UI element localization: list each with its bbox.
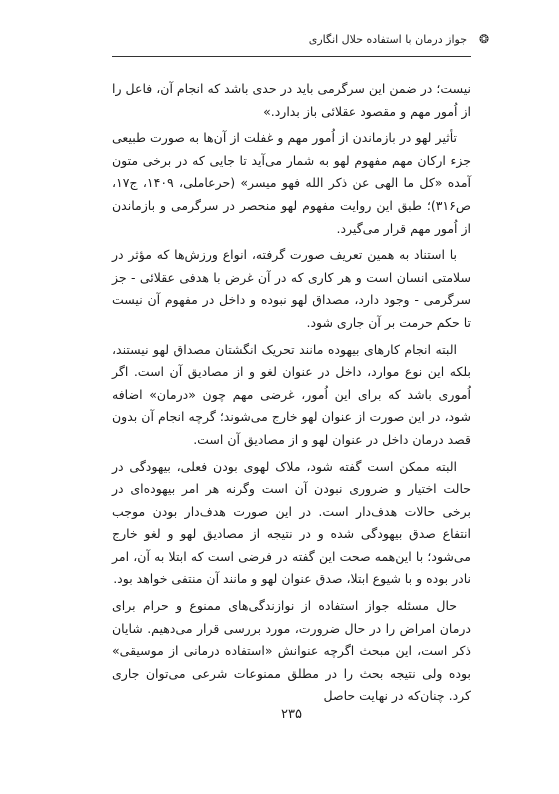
paragraph: البته انجام کارهای بیهوده مانند تحریک انگشتان مصداق لهو نیستند، بلکه این نوع موارد، داخل در عنوان لغو و از مصادیق آن است. اگر اُموری باشد که برای این اُمور، غرضی مهم چون «درمان» اضافه شود، در این صورت از عنوان لهو خارج می‌شوند؛ گرچه انجام آن بدون قصد درمان داخل در عنوان لهو و از مصادیق آن است. — [112, 341, 471, 447]
paragraph: حال مسئله جواز استفاده از نوازندگی‌های ممنوع و حرام برای درمان امراض را در حال ضرورت، مورد بررسی قرار می‌دهیم. شایان ذکر است، این مبحث اگرچه عنوانش «استفاده درمانی از موسیقی» بوده ولی نتیجه بحث را در مطلق ممنوعات شرعی می‌توان جاری کرد. چنان‌که در نهایت حاصل — [112, 598, 471, 704]
running-header — [112, 30, 489, 52]
paragraph: البته ممکن است گفته شود، ملاک لهوی بودن فعلی، بیهودگی در حالت اختیار و ضروری نبودن آن است وگرنه هر امر بیهوده‌ای در برخی حالات هدف‌دار است. در این صورت هدف‌دار بودن موجب انتفاع صدق بیهودگی شده و در نتیجه از مصادیق لهو و لغو خارج می‌شود؛ با این‌همه صحت این گفته در فرضی است که ابتلا به آن، امر نادر بوده و با شیوع ابتلا، صدق عنوان لهو و مانند آن منتفی خواهد بود. — [112, 458, 471, 587]
running-header-title: جواز درمان با استفاده حلال انگاری — [308, 33, 467, 46]
ornament-icon: ❂ — [478, 32, 489, 46]
page-number: ۲۳۵ — [281, 707, 302, 722]
paragraph: تأثیر لهو در بازماندن از اُمور مهم و غفلت از آن‌ها به صورت طبیعی جزء ارکان مهم مفهوم لهو به شمار می‌آید تا جایی که در برخی متون آمده «کل ما الهی عن ذکر الله فهو میسر» (حرعاملی، ۱۴۰۹، ج۱۷، ص۳۱۶)؛ طبق این روایت مفهوم لهو منحصر در سرگرمی و بازماندن از اُمور مهم قرار می‌گیرد. — [112, 130, 471, 236]
header-divider — [112, 56, 471, 57]
page-body — [112, 78, 471, 712]
paragraph: با استناد به همین تعریف صورت گرفته، انواع ورزش‌ها که مؤثر در سلامتی انسان است و هر کاری که در آن غرض با هدفی عقلائی - جز سرگرمی - وجود دارد، مصداق لهو نبوده و داخل در مفهوم آن نیست تا حکم حرمت بر آن جاری شود. — [112, 247, 471, 330]
paragraph: نیست؛ در ضمن این سرگرمی باید در حدی باشد که انجام آن، فاعل را از اُمور مهم و مقصود عقلائی باز بدارد.» — [112, 81, 471, 119]
